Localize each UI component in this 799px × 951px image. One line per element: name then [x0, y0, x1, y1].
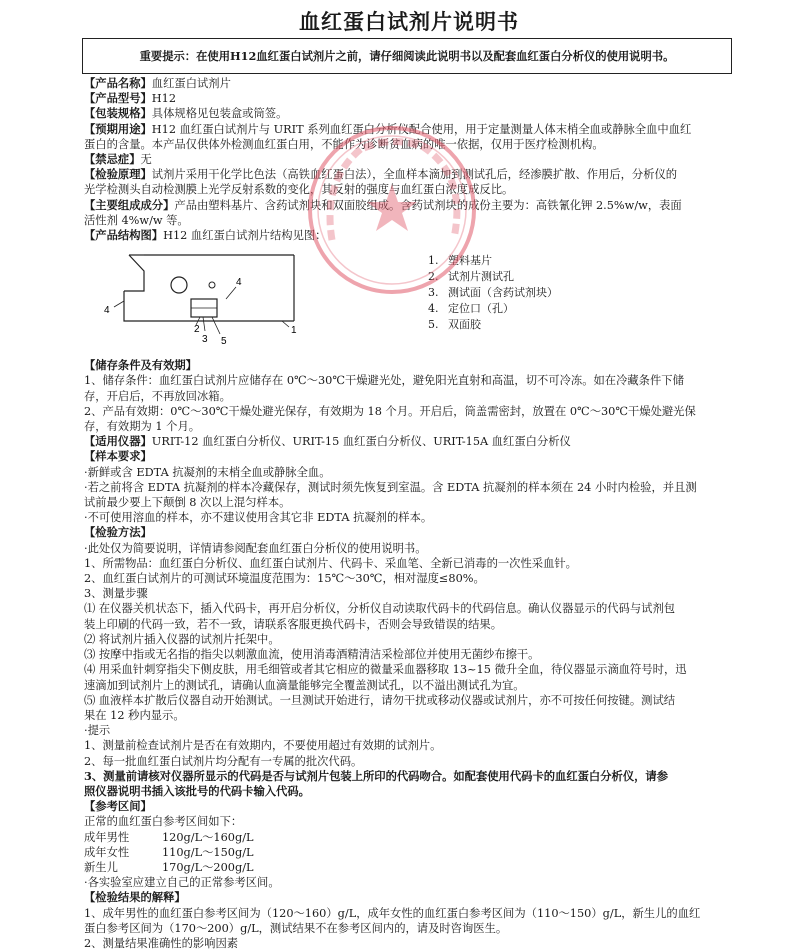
diagram-label-3: 3 [202, 334, 208, 346]
legend-item: 3. 测试面（含药试剂块） [428, 286, 558, 300]
method-heading: 【检验方法】 [84, 525, 152, 540]
legend-item: 4. 定位口（孔） [428, 302, 514, 316]
structure-value: H12 血红蛋白试剂片结构见图： [163, 229, 327, 243]
diagram-label-4-top: 4 [236, 277, 242, 289]
product-name-line [84, 76, 734, 91]
structure-diagram [84, 243, 734, 358]
method-text-8: ⑶ 按摩中指或无名指的指尖以刺激血流，使用消毒酒精清洁采检部位并使用无菌纱布擦干。 [84, 648, 540, 662]
document-body [84, 76, 734, 951]
reference-note: ·各实验室应建立自己的正常参考区间。 [84, 876, 280, 890]
method-text-11: ⑸ 血液样本扩散后仪器自动开始测试。一旦测试开始进行，请勿干扰或移动仪器或试剂片，亦不可按任何按键。测试结 [84, 693, 676, 707]
sample-text-3: 试前最少要上下颠倒 8 次以上混匀样本。 [84, 496, 291, 510]
product-model-label: 【产品型号】 [84, 91, 152, 106]
composition-text-2: 活性剂 4%w/w 等。 [84, 213, 189, 227]
reference-row: 成年女性 110g/L～150g/L [84, 845, 254, 859]
sample-heading: 【样本要求】 [84, 449, 152, 464]
sample-text-4: ·不可使用溶血的样本，亦不建议使用含其它非 EDTA 抗凝剂的样本。 [84, 511, 433, 525]
principle-text-1: 试剂片采用干化学比色法（高铁血红蛋白法），全血样本滴加到测试孔后，经渗膜扩散、作用后，分析仪的 [151, 168, 678, 182]
composition-label: 【主要组成成分】 [84, 197, 175, 212]
method-text-3: 2、血红蛋白试剂片的可测试环境温度范围为：15℃～30℃，相对湿度≤80%。 [84, 572, 485, 586]
reference-row: 新生儿 170g/L～200g/L [84, 860, 254, 874]
structure-line [84, 228, 734, 243]
reagent-strip-drawing [84, 243, 384, 358]
storage-text-3: 2、产品有效期：0℃～30℃干燥处避光保存，有效期为 18 个月。开启后，筒盖需密封，放置在 0℃～30℃干燥处避光保 [84, 404, 696, 418]
interpretation-text-3: 2、测量结果准确性的影响因素 [84, 936, 239, 950]
method-text-1: ·此处仅为简要说明，详情请参阅配套血红蛋白分析仪的使用说明书。 [84, 541, 427, 555]
method-text-14: 1、测量前检查试剂片是否在有效期内，不要使用超过有效期的试剂片。 [84, 739, 442, 753]
principle-label: 【检验原理】 [84, 167, 152, 182]
instruments-line [84, 434, 734, 449]
method-text-4: 3、测量步骤 [84, 587, 148, 601]
product-name-value: 血红蛋白试剂片 [151, 77, 231, 90]
intended-use-line [84, 122, 734, 137]
composition-text-1: 产品由塑料基片、含药试剂块和双面胶组成。含药试剂块的成份主要为：高铁氰化钾 2.5%w/w，表面 [174, 198, 682, 212]
principle-line [84, 167, 734, 182]
instruments-value: URIT-12 血红蛋白分析仪、URIT-15 血红蛋白分析仪、URIT-15A 血红蛋白分析仪 [151, 435, 571, 449]
method-text-15: 2、每一批血红蛋白试剂片均分配有一专属的批次代码。 [84, 754, 363, 768]
legend-item: 1. 塑料基片 [428, 254, 492, 268]
method-text-5: ⑴ 在仪器关机状态下，插入代码卡，再开启分析仪，分析仪自动读取代码卡的代码信息。确认仪器显示的代码与试剂包 [84, 602, 676, 616]
reference-heading: 【参考区间】 [84, 799, 152, 814]
product-model-value: H12 [151, 92, 177, 106]
storage-text-2: 存，开启后，不再放回冰箱。 [84, 389, 231, 403]
test-hole-shape [171, 277, 187, 293]
product-model-line [84, 91, 734, 106]
interpretation-text-1: 1、成年男性的血红蛋白参考区间为（120～160）g/L，成年女性的血红蛋白参考区间为（110～150）g/L，新生儿的血红 [84, 906, 701, 920]
method-text-17: 照仪器说明书插入该批号的代码卡输入代码。 [84, 783, 310, 798]
contraindication-value: 无 [140, 153, 152, 167]
legend-item: 2. 试剂片测试孔 [428, 270, 514, 284]
storage-text-1: 1、储存条件：血红蛋白试剂片应储存在 0℃～30℃干燥避光处，避免阳光直射和高温，切不可冷冻。如在冷藏条件下储 [84, 374, 684, 388]
diagram-label-4-left: 4 [104, 305, 110, 317]
legend-item: 5. 双面胶 [428, 318, 481, 332]
principle-text-2: 光学检测头自动检测膜上光学反射系数的变化，其反射的强度与血红蛋白浓度成反比。 [84, 183, 514, 197]
reference-intro: 正常的血红蛋白参考区间如下： [84, 815, 243, 829]
storage-text-4: 存，有效期为 1 个月。 [84, 420, 201, 434]
structure-label: 【产品结构图】 [84, 228, 164, 243]
method-text-2: 1、所需物品：血红蛋白分析仪、血红蛋白试剂片、代码卡、采血笔、全新已消毒的一次性采血针。 [84, 556, 577, 570]
interpretation-heading: 【检验结果的解释】 [84, 890, 186, 905]
method-text-9: ⑷ 用采血针刺穿指尖下侧皮肤，用毛细管或者其它相应的微量采血器移取 13~15 微升全血，待仪器显示滴血符号时，迅 [84, 663, 687, 677]
diagram-label-1: 1 [291, 325, 297, 337]
reference-row: 成年男性 120g/L～160g/L [84, 830, 254, 844]
method-text-7: ⑵ 将试剂片插入仪器的试剂片托架中。 [84, 632, 280, 646]
interpretation-text-2: 蛋白参考区间为（170～200）g/L，测试结果不在参考区间内的，请及时咨询医生。 [84, 921, 508, 935]
page [84, 0, 734, 951]
package-spec-line [84, 106, 734, 121]
composition-line [84, 198, 734, 213]
method-text-10: 速滴加到试剂片上的测试孔，请确认血滴量能够完全覆盖测试孔，以不溢出测试孔为宜。 [84, 678, 525, 692]
intended-use-text-1: H12 血红蛋白试剂片与 URIT 系列血红蛋白分析仪配合使用，用于定量测量人体末梢全血或静脉全血中血红 [151, 122, 692, 136]
diagram-label-5: 5 [221, 336, 227, 348]
method-text-12: 果在 12 秒内显示。 [84, 708, 185, 722]
diagram-label-2: 2 [194, 324, 200, 336]
sample-text-2: ·若之前将含 EDTA 抗凝剂的样本冷藏保存，测试时须先恢复到室温。含 EDTA 抗凝剂的样本须在 24 小时内检验，并且测 [84, 480, 697, 494]
contraindication-label: 【禁忌症】 [84, 152, 141, 167]
method-text-16: 3、测量前请核对仪器所显示的代码是否与试剂片包装上所印的代码吻合。如配套使用代码卡的血红蛋白分析仪，请参 [84, 768, 669, 783]
contraindication-line [84, 152, 734, 167]
package-spec-value: 具体规格见包装盒或筒签。 [151, 107, 288, 121]
sample-text-1: ·新鲜或含 EDTA 抗凝剂的末梢全血或静脉全血。 [84, 465, 331, 479]
instruments-label: 【适用仪器】 [84, 434, 152, 449]
intended-use-text-2: 蛋白的含量。本产品仅供体外检测血红蛋白用，不能作为诊断贫血病的唯一依据，仅用于医疗检测机构。 [84, 137, 604, 151]
method-text-13: ·提示 [84, 724, 111, 738]
method-text-6: 装上印刷的代码一致，若不一致，请联系客服更换代码卡，否则会导致错误的结果。 [84, 617, 502, 631]
important-notice: 重要提示：在使用H12血红蛋白试剂片之前，请仔细阅读此说明书以及配套血红蛋白分析仪的使用说明书。 [82, 38, 732, 74]
package-spec-label: 【包装规格】 [84, 106, 152, 121]
intended-use-label: 【预期用途】 [84, 121, 152, 136]
product-name-label: 【产品名称】 [84, 76, 152, 90]
storage-heading: 【储存条件及有效期】 [84, 358, 197, 373]
page-title: 血红蛋白试剂片说明书 [299, 9, 519, 34]
structure-legend [428, 253, 558, 333]
